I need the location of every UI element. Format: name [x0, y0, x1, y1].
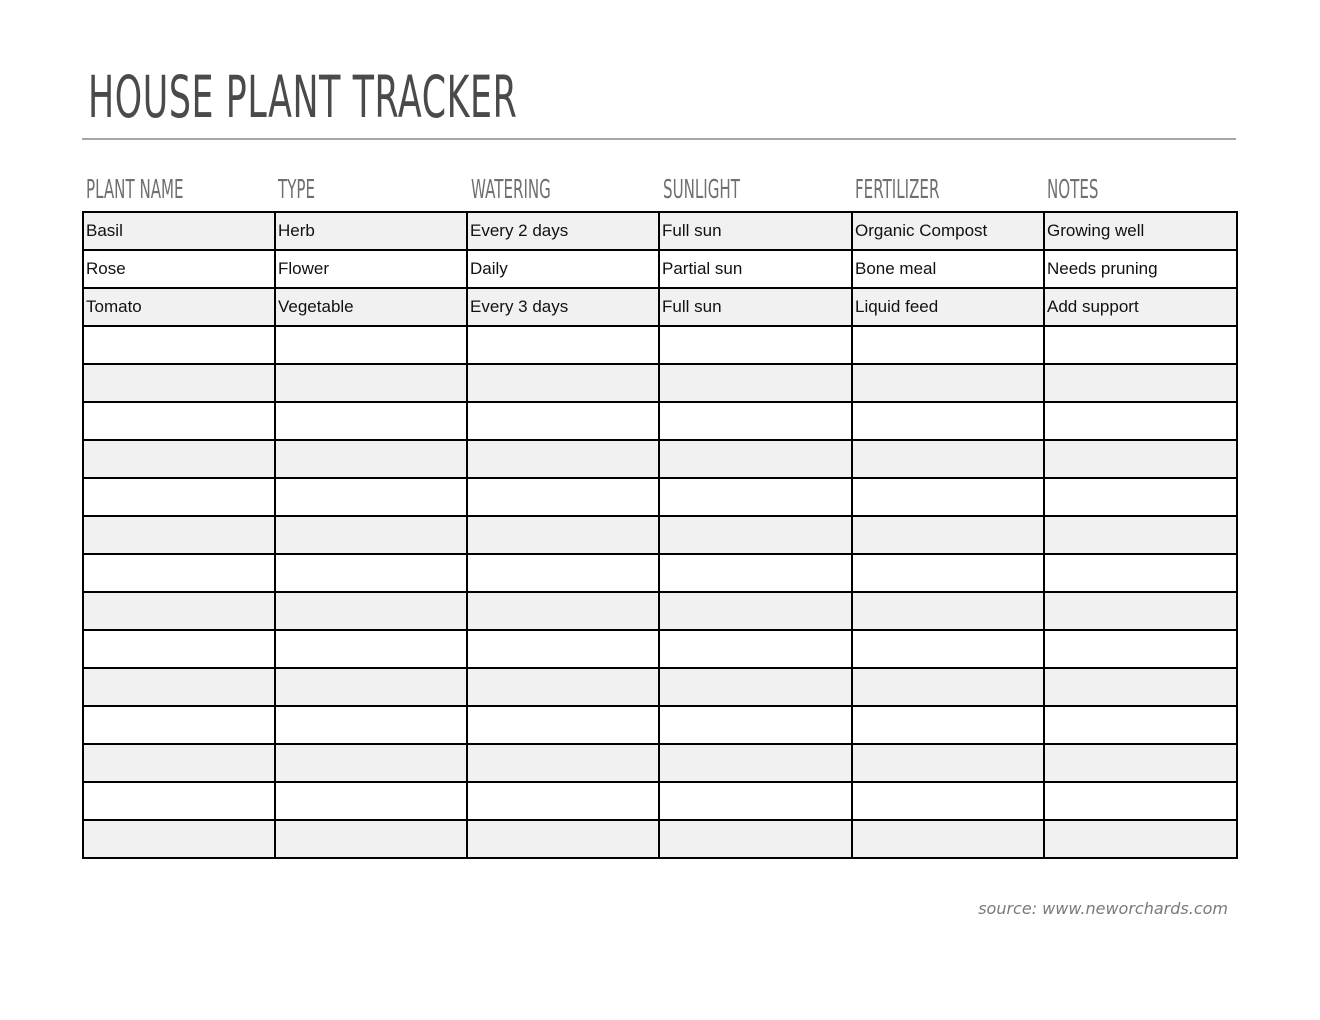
- cell-notes[interactable]: [1044, 592, 1237, 630]
- cell-fertilizer[interactable]: Organic Compost: [852, 212, 1044, 250]
- cell-type[interactable]: [275, 630, 467, 668]
- cell-plant-name[interactable]: [83, 782, 275, 820]
- cell-plant-name[interactable]: Tomato: [83, 288, 275, 326]
- cell-watering[interactable]: [467, 478, 659, 516]
- column-header-plant-name: PLANT NAME: [86, 175, 184, 205]
- cell-sunlight[interactable]: Partial sun: [659, 250, 852, 288]
- cell-fertilizer[interactable]: [852, 592, 1044, 630]
- cell-watering[interactable]: Every 3 days: [467, 288, 659, 326]
- cell-watering[interactable]: [467, 364, 659, 402]
- table-row: [83, 402, 1237, 440]
- column-header-type: TYPE: [278, 175, 316, 205]
- cell-plant-name[interactable]: [83, 668, 275, 706]
- cell-fertilizer[interactable]: [852, 326, 1044, 364]
- cell-fertilizer[interactable]: [852, 706, 1044, 744]
- cell-sunlight[interactable]: Full sun: [659, 288, 852, 326]
- cell-fertilizer[interactable]: [852, 744, 1044, 782]
- table-row: [83, 288, 1237, 326]
- cell-watering[interactable]: [467, 326, 659, 364]
- table-row: [83, 820, 1237, 858]
- cell-plant-name[interactable]: [83, 820, 275, 858]
- cell-plant-name[interactable]: [83, 478, 275, 516]
- cell-notes[interactable]: [1044, 326, 1237, 364]
- cell-fertilizer[interactable]: [852, 782, 1044, 820]
- column-header-notes: NOTES: [1047, 175, 1099, 205]
- cell-type[interactable]: [275, 364, 467, 402]
- cell-type[interactable]: Herb: [275, 212, 467, 250]
- table-row: [83, 592, 1237, 630]
- cell-plant-name[interactable]: [83, 326, 275, 364]
- cell-sunlight[interactable]: [659, 326, 852, 364]
- cell-notes[interactable]: Needs pruning: [1044, 250, 1237, 288]
- cell-sunlight[interactable]: [659, 782, 852, 820]
- table-row: [83, 744, 1237, 782]
- cell-sunlight[interactable]: [659, 364, 852, 402]
- cell-fertilizer[interactable]: [852, 364, 1044, 402]
- cell-watering[interactable]: [467, 782, 659, 820]
- cell-type[interactable]: [275, 820, 467, 858]
- cell-fertilizer[interactable]: [852, 554, 1044, 592]
- cell-sunlight[interactable]: [659, 516, 852, 554]
- cell-notes[interactable]: [1044, 782, 1237, 820]
- cell-fertilizer[interactable]: [852, 402, 1044, 440]
- cell-plant-name[interactable]: [83, 554, 275, 592]
- column-headers: [82, 170, 1236, 210]
- cell-notes[interactable]: [1044, 516, 1237, 554]
- cell-fertilizer[interactable]: [852, 516, 1044, 554]
- source-credit: source: www.neworchards.com: [978, 899, 1228, 918]
- cell-type[interactable]: [275, 516, 467, 554]
- cell-sunlight[interactable]: Full sun: [659, 212, 852, 250]
- cell-sunlight[interactable]: [659, 592, 852, 630]
- column-header-fertilizer: FERTILIZER: [855, 175, 940, 205]
- column-header-watering: WATERING: [471, 175, 551, 205]
- cell-plant-name[interactable]: Basil: [83, 212, 275, 250]
- cell-plant-name[interactable]: [83, 706, 275, 744]
- cell-type[interactable]: [275, 326, 467, 364]
- table-row: [83, 782, 1237, 820]
- cell-watering[interactable]: [467, 706, 659, 744]
- cell-plant-name[interactable]: [83, 744, 275, 782]
- cell-sunlight[interactable]: [659, 630, 852, 668]
- cell-plant-name[interactable]: [83, 516, 275, 554]
- cell-sunlight[interactable]: [659, 744, 852, 782]
- cell-notes[interactable]: [1044, 820, 1237, 858]
- cell-notes[interactable]: Add support: [1044, 288, 1237, 326]
- cell-watering[interactable]: [467, 630, 659, 668]
- title-divider: [82, 138, 1236, 140]
- cell-notes[interactable]: [1044, 630, 1237, 668]
- cell-fertilizer[interactable]: Liquid feed: [852, 288, 1044, 326]
- cell-fertilizer[interactable]: [852, 820, 1044, 858]
- cell-watering[interactable]: [467, 516, 659, 554]
- table-row: [83, 212, 1237, 250]
- cell-plant-name[interactable]: Rose: [83, 250, 275, 288]
- cell-sunlight[interactable]: [659, 478, 852, 516]
- cell-type[interactable]: [275, 782, 467, 820]
- cell-type[interactable]: [275, 668, 467, 706]
- cell-plant-name[interactable]: [83, 402, 275, 440]
- cell-watering[interactable]: [467, 668, 659, 706]
- table-row: [83, 706, 1237, 744]
- cell-notes[interactable]: [1044, 402, 1237, 440]
- cell-type[interactable]: Vegetable: [275, 288, 467, 326]
- table-row: [83, 326, 1237, 364]
- cell-type[interactable]: [275, 554, 467, 592]
- table-row: [83, 516, 1237, 554]
- cell-watering[interactable]: [467, 820, 659, 858]
- table-body: [83, 212, 1237, 858]
- cell-notes[interactable]: [1044, 440, 1237, 478]
- cell-type[interactable]: [275, 402, 467, 440]
- table-row: [83, 478, 1237, 516]
- cell-watering[interactable]: [467, 440, 659, 478]
- cell-plant-name[interactable]: [83, 440, 275, 478]
- plant-tracker-table: [82, 211, 1238, 859]
- table-row: [83, 668, 1237, 706]
- cell-type[interactable]: [275, 706, 467, 744]
- cell-type[interactable]: [275, 592, 467, 630]
- cell-notes[interactable]: [1044, 554, 1237, 592]
- cell-watering[interactable]: Daily: [467, 250, 659, 288]
- table-row: [83, 630, 1237, 668]
- cell-notes[interactable]: Growing well: [1044, 212, 1237, 250]
- cell-notes[interactable]: [1044, 478, 1237, 516]
- table-row: [83, 364, 1237, 402]
- cell-notes[interactable]: [1044, 744, 1237, 782]
- cell-fertilizer[interactable]: [852, 440, 1044, 478]
- cell-watering[interactable]: [467, 402, 659, 440]
- cell-fertilizer[interactable]: [852, 478, 1044, 516]
- cell-sunlight[interactable]: [659, 706, 852, 744]
- cell-notes[interactable]: [1044, 706, 1237, 744]
- cell-notes[interactable]: [1044, 364, 1237, 402]
- table-row: [83, 250, 1237, 288]
- cell-sunlight[interactable]: [659, 554, 852, 592]
- cell-sunlight[interactable]: [659, 668, 852, 706]
- cell-type[interactable]: [275, 744, 467, 782]
- cell-plant-name[interactable]: [83, 592, 275, 630]
- cell-fertilizer[interactable]: Bone meal: [852, 250, 1044, 288]
- table-row: [83, 554, 1237, 592]
- table-row: [83, 440, 1237, 478]
- cell-sunlight[interactable]: [659, 440, 852, 478]
- column-header-sunlight: SUNLIGHT: [663, 175, 740, 205]
- cell-sunlight[interactable]: [659, 402, 852, 440]
- cell-notes[interactable]: [1044, 668, 1237, 706]
- cell-fertilizer[interactable]: [852, 668, 1044, 706]
- cell-type[interactable]: Flower: [275, 250, 467, 288]
- cell-fertilizer[interactable]: [852, 630, 1044, 668]
- page-title: HOUSE PLANT TRACKER: [88, 63, 518, 131]
- cell-plant-name[interactable]: [83, 630, 275, 668]
- cell-watering[interactable]: [467, 554, 659, 592]
- cell-watering[interactable]: [467, 744, 659, 782]
- cell-type[interactable]: [275, 440, 467, 478]
- cell-watering[interactable]: [467, 592, 659, 630]
- cell-plant-name[interactable]: [83, 364, 275, 402]
- cell-watering[interactable]: Every 2 days: [467, 212, 659, 250]
- cell-sunlight[interactable]: [659, 820, 852, 858]
- cell-type[interactable]: [275, 478, 467, 516]
